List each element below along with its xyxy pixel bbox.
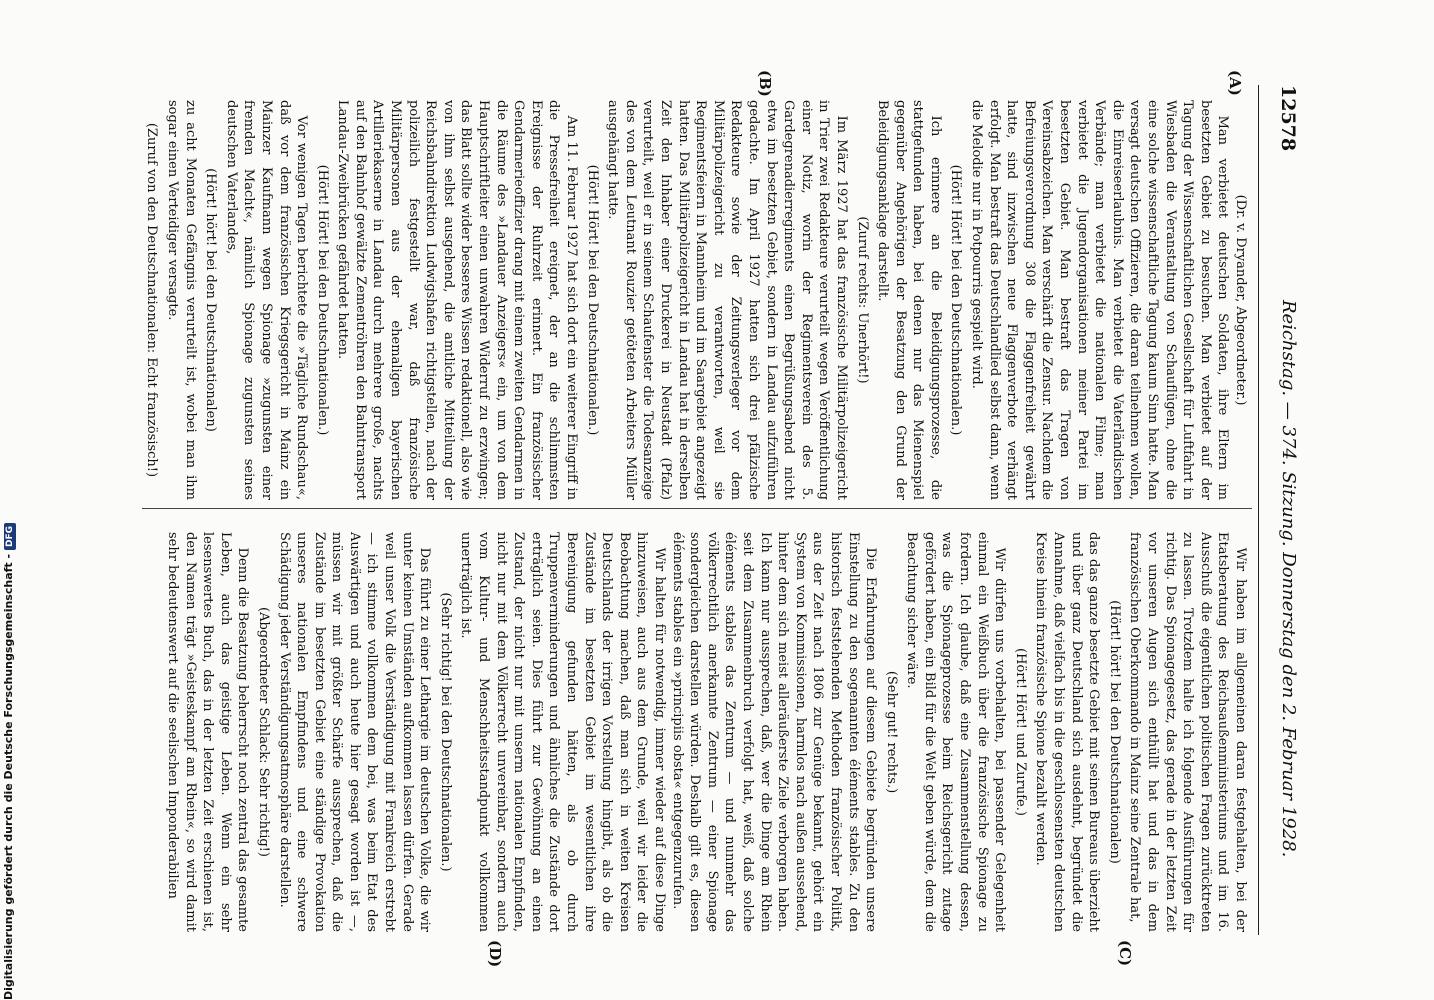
paragraph: Vor wenigen Tagen berichtete die »Tägliche Rundschau«, daß vor dem französischen Kriegsgericht in Mainz ein Mainzer Kaufmann wegen Spionage »zugunsten einer fremden Macht«, nämlich Spionage zugunsten seines deutschen Vaterlandes, [223,100,310,500]
paragraph: Wir dürfen uns vorbehalten, bei passender Gelegenheit einmal ein Weißbuch über die französische Spionage zu fordern. Ich glaube, daß eine Zusammenstellung dessen, was die Spionageprozesse beim Reichsgericht zutage gefördert haben, ein Bild für die Welt geben würde, dem die Beachtung sicher wäre. [904,532,1008,932]
paragraph: Die Erfahrungen auf diesem Gebiete begründen unsere Einstellung zu den sogenannten éléments stables. Zu den historisch feststehenden Methoden französischer Politik, aus der Zeit nach 1806 zur Genüge bekannt, gehört ein System von Kommissionen, harmlos nach außen aussehend, hinter dem sich meist alleräußerste Ziele verborgen haben. Ich kann nur aussprechen, daß, wer die Dinge am Rhein seit dem Zusammenbruch verfolgt hat, weiß, daß solche éléments stables das Zentrum — und nunmehr das völkerrechtlich anerkannte Zentrum — einer Spionage sondergleichen darstellen würden. Deshalb gilt es, diesen éléments stables ein »principiis obsta« entgegenzurufen. [669,532,879,932]
paragraph: Wir haben im allgemeinen daran festgehalten, bei der Etatsberatung des Reichsaußenministeriums und im 16. Ausschuß die eigentlichen politischen Fragen zurücktreten zu lassen. Trotzdem halte ich folgende Ausführungen für richtig. Das Spionagegesetz, das gerade in der letzten Zeit vor unseren Augen sich enthüllt hat und das in dem französischen Oberkommando in Mainz seine Zentrale hat, [1127,532,1248,932]
header-rule [1258,85,1259,935]
interjection: (Hört! Hört! bei den Deutschnationalen.) [314,164,330,436]
interjection: (Hört! Hört! und Zurufe.) [1012,648,1028,816]
paragraph: Man verbietet deutschen Soldaten, ihre Eltern im besetzten Gebiet zu besuchen. Man verbietet auf der Tagung der Wissenschaftlichen Gesellschaft für Luftfahrt in Wiesbaden die Veranstaltung von Schauflügen, ohne die eine solche wissenschaftliche Tagung kaum Sinn hatte. Man versagt deutschen Offizieren, die daran teilnehmen wollen, die Einreiseerlaubnis. Man verbietet die Vaterländischen Verbände; man verbietet die nationalen Filme; man verbietet die Jugendorganisationen meiner Partei im besetzten Gebiet. Man bestraft das Tragen von Vereinsabzeichen. Man verschärft die Zensur. Nachdem die Befreiungsverordnung 308 die Flaggenfreiheit gewährt hatte, sind inzwischen neue Flaggenverbote verhängt erfolgt. Man bestraft das Deutschlandlied selbst dann, wenn die Melodie nur in Potpourris gespielt wird. [969,100,1231,500]
paragraph: das das ganze besetzte Gebiet mit seinen Bureaus überzieht und über ganz Deutschland sich ausdehnt, begründet die Annahme, daß vielfach bis in die geschlossensten deutschen Kreise hinein französische Spione bezahlt werden. [1033,532,1102,932]
margin-letter-a: (A) [1226,70,1244,96]
left-text-column [99,100,1249,500]
interjection: (Zuruf von den Deutschnationalen: Echt französisch!) [144,122,160,478]
margin-letter-d: (D) [486,940,504,968]
interjection: (Hört! Hört! bei den Deutschnationalen.) [948,164,964,436]
paragraph: Ich erinnere an die Beleidigungsprozesse, die stattgefunden haben, bei denen nur das Mienenspiel gegenüber Angehörigen der Besatzung den Grund der Beleidigungsanklage darstellt. [875,100,943,500]
dfg-logo: DFG [4,523,16,550]
paragraph: zu acht Monaten Gefängnis verurteilt ist, wobei man ihm sogar einen Verteidiger versagte. [164,100,198,500]
paragraph: Am 11. Februar 1927 hat sich dort ein weiterer Eingriff in die Pressefreiheit ereignet, der an die schlimmsten Ereignisse der Ruhrzeit erinnert. Ein französischer Gendarmerieoffizier drang mit einem zweiten Gendarmen in die Räume des »Landauer Anzeigers« ein, um von dem Hauptschriftleiter einen unwahren Widerruf zu erzwingen; das Blatt sollte wider besseres Wissen redaktionell, also wie von ihm selbst ausgehend, die amtliche Mitteilung der Reichsbahndirektion Ludwigshafen richtigstellen, nach der polizeilich festgestellt war, daß französische Militärpersonen aus der ehemaligen bayerischen Artilleriekaserne in Landau durch mehrere große, nachts auf den Bahnhof gewälzte Zementröhren den Bahntransport Landau-Zweibrücken gefährdet hatten. [335,100,580,500]
interjection: (Hört! hört! bei den Deutschnationalen) [1106,600,1122,864]
page-number: 12578 [1277,85,1299,152]
paragraph: Denn die Besatzung beherrscht noch zentral das gesamte Leben, auch das geistige Leben. Wenn ein sehr lesenswertes Buch, das in der letzten Zeit erschienen ist, den Namen trägt »Geisteskampf am Rhein«, so wird damit sehr bedeutenswert auf die seelischen Imponderabilien [164,532,251,932]
margin-letter-b: (B) [756,70,774,97]
credit-text: Digitalisierung gefördert durch die Deutsche Forschungsgemeinschaft - [2,553,15,1000]
interjection: (Zuruf rechts: Unerhört!) [854,216,870,384]
column-divider [142,508,1252,509]
speaker-line: (Dr. v. Dryander, Abgeordneter.) [1233,194,1248,406]
interjection: (Sehr richtig! bei den Deutschnationalen.) [437,592,453,872]
interjection: (Abgeordneter Schlack: Sehr richtig!) [255,607,271,857]
right-text-column [99,532,1249,932]
digitization-credit [2,525,16,1000]
margin-letter-c: (C) [1116,940,1134,967]
paragraph: Das führt zu einer Lethargie im deutschen Volke, die wir unter keinen Umständen aufkommen lassen dürfen. Gerade weil unser Volk die Verständigung mit Frankreich erstrebt — ich stimme vollkommen dem bei, was beim Etat des Auswärtigen und auch heute hier gesagt worden ist —, müssen wir mit größter Schärfe aussprechen, daß die Zustände im besetzten Gebiet eine ständige Provokation unseres nationalen Empfindens und eine schwere Schädigung jeder Verständigungsatmosphäre darstellen. [276,532,433,932]
running-title: Reichstag. — 374. Sitzung. Donnerstag den 2. Februar 1928. [1278,300,1299,858]
interjection: (Hört! hört! bei den Deutschnationalen) [203,168,219,432]
interjection: (Sehr gut! rechts.) [883,670,899,794]
interjection: (Hört! Hört! bei den Deutschnationalen.) [584,164,600,436]
paragraph: Im März 1927 hat das französische Militärpolizeigericht in Trier zwei Redakteure verurteilt wegen Veröffentlichung einer Notiz, worin der Regimentsverein des 5. Gardegrenadierregiments einen Begrüßungsabend nicht etwa im besetzten Gebiet, sondern in Landau aufzuführen gedachte. Im April 1927 hatten sich drei pfälzische Redakteure sowie der Zeitungsverleger vor dem Militärpolizeigericht zu verantworten, weil sie Regimentsfeiern in Mannheim und im Saargebiet angezeigt hatten. Das Militärpolizeigericht in Landau hat in derselben Zeit den Inhaber einer Druckerei in Neustadt (Pfalz) verurteilt, weil er in seinem Schaufenster die Todesanzeige des von dem Leutnant Rouzier getöteten Arbeiters Müller ausgehängt hatte. [605,100,849,500]
paragraph: Wir halten für notwendig, immer wieder auf diese Dinge hinzuweisen, auch aus dem Grunde, weil wir leider die Beobachtung machen, daß man sich in weiten Kreisen Deutschlands der irrigen Vorstellung hingibt, als ob die Zustände im besetzten Gebiet im wesentlichen ihre Bereinigung gefunden hätten, als ob durch Truppenverminderungen und ähnliches die Zustände dort erträglich seien. Dies führt zur Gewöhnung an einen Zustand, der nicht nur mit unserm nationalen Empfinden, nicht nur mit dem Völkerrecht unvereinbar, sondern auch vom Kultur- und Menschheitsstandpunkt vollkommen unerträglich ist. [458,532,667,932]
